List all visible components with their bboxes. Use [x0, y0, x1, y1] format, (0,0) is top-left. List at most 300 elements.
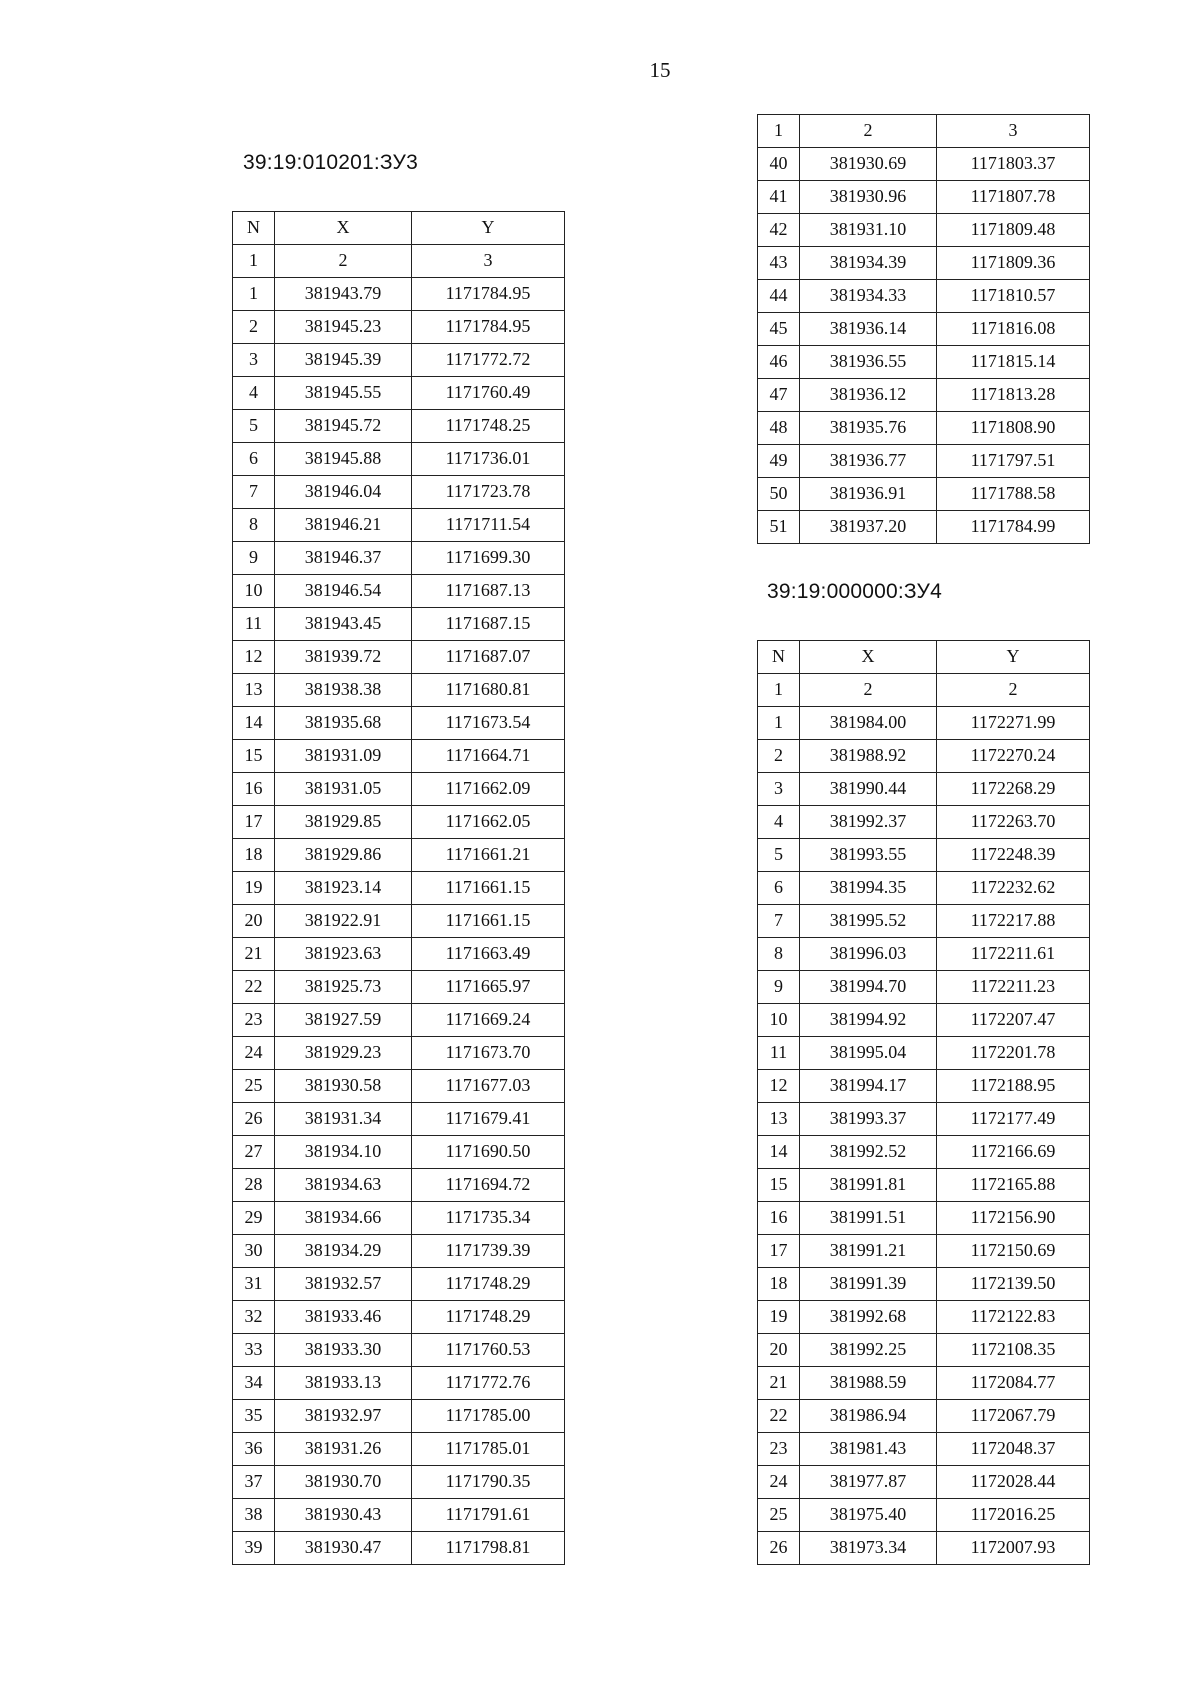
table-row	[233, 1202, 565, 1235]
y-coordinate-cell: 1171815.14	[937, 346, 1090, 379]
table-row	[233, 1004, 565, 1037]
point-number-cell: 8	[758, 938, 800, 971]
point-number-cell: 11	[758, 1037, 800, 1070]
table-row	[233, 1532, 565, 1565]
table-row	[233, 344, 565, 377]
x-coordinate-cell: 381977.87	[800, 1466, 937, 1499]
y-coordinate-cell: 1171803.37	[937, 148, 1090, 181]
x-coordinate-cell: 381992.68	[800, 1301, 937, 1334]
y-coordinate-cell: 1171677.03	[412, 1070, 565, 1103]
x-coordinate-cell: 381993.37	[800, 1103, 937, 1136]
point-number-cell: 20	[758, 1334, 800, 1367]
y-coordinate-cell: 1171784.95	[412, 278, 565, 311]
x-coordinate-cell: 381945.88	[275, 443, 412, 476]
y-coordinate-cell: 1171723.78	[412, 476, 565, 509]
plot-title-zu3: 39:19:010201:ЗУ3	[243, 151, 418, 174]
y-coordinate-cell: 1171664.71	[412, 740, 565, 773]
y-coordinate-cell: 1172201.78	[937, 1037, 1090, 1070]
x-coordinate-cell: 381930.70	[275, 1466, 412, 1499]
y-coordinate-cell: 1171809.48	[937, 214, 1090, 247]
y-coordinate-cell: 1172165.88	[937, 1169, 1090, 1202]
y-coordinate-cell: 1171661.21	[412, 839, 565, 872]
point-number-cell: 46	[758, 346, 800, 379]
x-coordinate-cell: 381994.17	[800, 1070, 937, 1103]
y-coordinate-cell: 1172016.25	[937, 1499, 1090, 1532]
y-coordinate-cell: 1172048.37	[937, 1433, 1090, 1466]
y-coordinate-cell: 1171784.99	[937, 511, 1090, 544]
x-coordinate-cell: 381922.91	[275, 905, 412, 938]
table-row	[233, 1235, 565, 1268]
point-number-cell: 26	[233, 1103, 275, 1136]
y-coordinate-cell: 1171662.09	[412, 773, 565, 806]
y-coordinate-cell: 1171788.58	[937, 478, 1090, 511]
column-number: 1	[233, 245, 275, 278]
y-coordinate-cell: 1172207.47	[937, 1004, 1090, 1037]
table-row	[233, 806, 565, 839]
point-number-cell: 11	[233, 608, 275, 641]
point-number-cell: 2	[233, 311, 275, 344]
y-coordinate-cell: 1171687.07	[412, 641, 565, 674]
y-coordinate-cell: 1171760.49	[412, 377, 565, 410]
point-number-cell: 31	[233, 1268, 275, 1301]
table-row	[758, 740, 1090, 773]
y-coordinate-cell: 1171680.81	[412, 674, 565, 707]
y-coordinate-cell: 1171690.50	[412, 1136, 565, 1169]
table-row	[758, 971, 1090, 1004]
y-coordinate-cell: 1171809.36	[937, 247, 1090, 280]
table-row	[233, 278, 565, 311]
column-numbering-row	[233, 245, 565, 278]
x-coordinate-cell: 381931.05	[275, 773, 412, 806]
y-coordinate-cell: 1171748.29	[412, 1268, 565, 1301]
y-coordinate-cell: 1171785.00	[412, 1400, 565, 1433]
x-coordinate-cell: 381930.69	[800, 148, 937, 181]
table-row	[758, 707, 1090, 740]
table-row	[758, 181, 1090, 214]
point-number-cell: 18	[758, 1268, 800, 1301]
point-number-cell: 35	[233, 1400, 275, 1433]
point-number-cell: 43	[758, 247, 800, 280]
point-number-cell: 13	[758, 1103, 800, 1136]
column-number: 3	[937, 115, 1090, 148]
point-number-cell: 4	[758, 806, 800, 839]
table-row	[758, 313, 1090, 346]
x-coordinate-cell: 381934.63	[275, 1169, 412, 1202]
point-number-cell: 41	[758, 181, 800, 214]
y-coordinate-cell: 1171748.29	[412, 1301, 565, 1334]
table-row	[758, 806, 1090, 839]
y-coordinate-cell: 1171711.54	[412, 509, 565, 542]
x-coordinate-cell: 381946.21	[275, 509, 412, 542]
y-coordinate-cell: 1171662.05	[412, 806, 565, 839]
x-coordinate-cell: 381981.43	[800, 1433, 937, 1466]
y-coordinate-cell: 1171798.81	[412, 1532, 565, 1565]
x-coordinate-cell: 381931.34	[275, 1103, 412, 1136]
table-row	[758, 1334, 1090, 1367]
point-number-cell: 17	[758, 1235, 800, 1268]
y-coordinate-cell: 1171661.15	[412, 905, 565, 938]
table-row	[233, 1169, 565, 1202]
table-row	[233, 377, 565, 410]
table-row	[233, 641, 565, 674]
point-number-cell: 48	[758, 412, 800, 445]
x-coordinate-cell: 381946.04	[275, 476, 412, 509]
y-coordinate-cell: 1171739.39	[412, 1235, 565, 1268]
point-number-cell: 5	[758, 839, 800, 872]
table-row	[758, 1169, 1090, 1202]
point-number-cell: 12	[758, 1070, 800, 1103]
point-number-cell: 21	[758, 1367, 800, 1400]
x-coordinate-cell: 381945.23	[275, 311, 412, 344]
x-coordinate-cell: 381992.52	[800, 1136, 937, 1169]
point-number-cell: 44	[758, 280, 800, 313]
point-number-cell: 6	[233, 443, 275, 476]
table-row	[758, 148, 1090, 181]
table-row	[233, 410, 565, 443]
table-row	[758, 1301, 1090, 1334]
point-number-cell: 7	[758, 905, 800, 938]
x-coordinate-cell: 381996.03	[800, 938, 937, 971]
y-coordinate-cell: 1171810.57	[937, 280, 1090, 313]
point-number-cell: 28	[233, 1169, 275, 1202]
x-coordinate-cell: 381935.68	[275, 707, 412, 740]
table-row	[758, 511, 1090, 544]
point-number-cell: 16	[758, 1202, 800, 1235]
table-row	[233, 1268, 565, 1301]
x-coordinate-cell: 381946.37	[275, 542, 412, 575]
y-coordinate-cell: 1171772.76	[412, 1367, 565, 1400]
x-coordinate-cell: 381994.92	[800, 1004, 937, 1037]
point-number-cell: 19	[758, 1301, 800, 1334]
y-coordinate-cell: 1171760.53	[412, 1334, 565, 1367]
column-number: 1	[758, 115, 800, 148]
table-row	[233, 674, 565, 707]
x-coordinate-cell: 381934.33	[800, 280, 937, 313]
coordinates-table-zu3	[232, 211, 565, 1565]
y-coordinate-cell: 1172122.83	[937, 1301, 1090, 1334]
table-row	[233, 971, 565, 1004]
point-number-cell: 7	[233, 476, 275, 509]
x-coordinate-cell: 381936.12	[800, 379, 937, 412]
table-row	[758, 1004, 1090, 1037]
x-coordinate-cell: 381995.04	[800, 1037, 937, 1070]
y-coordinate-cell: 1172271.99	[937, 707, 1090, 740]
table-row	[758, 445, 1090, 478]
point-number-cell: 49	[758, 445, 800, 478]
table-row	[758, 1202, 1090, 1235]
x-coordinate-cell: 381934.39	[800, 247, 937, 280]
table-row	[758, 773, 1090, 806]
x-coordinate-cell: 381938.38	[275, 674, 412, 707]
point-number-cell: 23	[758, 1433, 800, 1466]
table-row	[758, 1466, 1090, 1499]
point-number-cell: 9	[233, 542, 275, 575]
point-number-cell: 50	[758, 478, 800, 511]
y-coordinate-cell: 1172217.88	[937, 905, 1090, 938]
point-number-cell: 10	[758, 1004, 800, 1037]
y-coordinate-cell: 1171791.61	[412, 1499, 565, 1532]
x-coordinate-cell: 381931.26	[275, 1433, 412, 1466]
table-row	[758, 478, 1090, 511]
table-row	[758, 412, 1090, 445]
column-header-y: Y	[412, 212, 565, 245]
table-row	[233, 1400, 565, 1433]
point-number-cell: 22	[758, 1400, 800, 1433]
y-coordinate-cell: 1171679.41	[412, 1103, 565, 1136]
column-header-n: N	[233, 212, 275, 245]
x-coordinate-cell: 381932.97	[275, 1400, 412, 1433]
point-number-cell: 38	[233, 1499, 275, 1532]
point-number-cell: 24	[758, 1466, 800, 1499]
table-row	[758, 1532, 1090, 1565]
y-coordinate-cell: 1171663.49	[412, 938, 565, 971]
table-row	[758, 379, 1090, 412]
y-coordinate-cell: 1172232.62	[937, 872, 1090, 905]
x-coordinate-cell: 381984.00	[800, 707, 937, 740]
point-number-cell: 6	[758, 872, 800, 905]
plot-title-zu4: 39:19:000000:ЗУ4	[767, 580, 942, 603]
x-coordinate-cell: 381930.47	[275, 1532, 412, 1565]
point-number-cell: 23	[233, 1004, 275, 1037]
page-number: 15	[649, 58, 671, 82]
x-coordinate-cell: 381930.96	[800, 181, 937, 214]
y-coordinate-cell: 1171808.90	[937, 412, 1090, 445]
table-row	[758, 1070, 1090, 1103]
point-number-cell: 33	[233, 1334, 275, 1367]
column-header-n: N	[758, 641, 800, 674]
x-coordinate-cell: 381923.63	[275, 938, 412, 971]
table-row	[233, 1070, 565, 1103]
table-row	[233, 476, 565, 509]
x-coordinate-cell: 381986.94	[800, 1400, 937, 1433]
y-coordinate-cell: 1171735.34	[412, 1202, 565, 1235]
column-number: 3	[412, 245, 565, 278]
table-row	[233, 1499, 565, 1532]
x-coordinate-cell: 381943.45	[275, 608, 412, 641]
y-coordinate-cell: 1171784.95	[412, 311, 565, 344]
x-coordinate-cell: 381933.13	[275, 1367, 412, 1400]
point-number-cell: 24	[233, 1037, 275, 1070]
y-coordinate-cell: 1172150.69	[937, 1235, 1090, 1268]
y-coordinate-cell: 1172067.79	[937, 1400, 1090, 1433]
point-number-cell: 4	[233, 377, 275, 410]
x-coordinate-cell: 381943.79	[275, 278, 412, 311]
point-number-cell: 36	[233, 1433, 275, 1466]
point-number-cell: 30	[233, 1235, 275, 1268]
point-number-cell: 20	[233, 905, 275, 938]
table-row	[233, 839, 565, 872]
table-row	[233, 872, 565, 905]
x-coordinate-cell: 381945.39	[275, 344, 412, 377]
y-coordinate-cell: 1172270.24	[937, 740, 1090, 773]
y-coordinate-cell: 1172263.70	[937, 806, 1090, 839]
x-coordinate-cell: 381975.40	[800, 1499, 937, 1532]
point-number-cell: 32	[233, 1301, 275, 1334]
point-number-cell: 27	[233, 1136, 275, 1169]
table-row	[758, 1268, 1090, 1301]
x-coordinate-cell: 381992.25	[800, 1334, 937, 1367]
x-coordinate-cell: 381933.30	[275, 1334, 412, 1367]
x-coordinate-cell: 381937.20	[800, 511, 937, 544]
x-coordinate-cell: 381933.46	[275, 1301, 412, 1334]
table-header-row	[758, 641, 1090, 674]
point-number-cell: 19	[233, 872, 275, 905]
table-row	[233, 542, 565, 575]
x-coordinate-cell: 381931.09	[275, 740, 412, 773]
table-row	[758, 1499, 1090, 1532]
point-number-cell: 42	[758, 214, 800, 247]
y-coordinate-cell: 1172139.50	[937, 1268, 1090, 1301]
table-row	[758, 346, 1090, 379]
y-coordinate-cell: 1172211.61	[937, 938, 1090, 971]
column-number: 2	[800, 115, 937, 148]
y-coordinate-cell: 1171665.97	[412, 971, 565, 1004]
table-row	[758, 1367, 1090, 1400]
table-row	[758, 872, 1090, 905]
y-coordinate-cell: 1171785.01	[412, 1433, 565, 1466]
x-coordinate-cell: 381934.66	[275, 1202, 412, 1235]
x-coordinate-cell: 381988.59	[800, 1367, 937, 1400]
point-number-cell: 51	[758, 511, 800, 544]
x-coordinate-cell: 381934.10	[275, 1136, 412, 1169]
table-row	[233, 608, 565, 641]
x-coordinate-cell: 381945.72	[275, 410, 412, 443]
point-number-cell: 25	[233, 1070, 275, 1103]
x-coordinate-cell: 381930.58	[275, 1070, 412, 1103]
point-number-cell: 8	[233, 509, 275, 542]
table-row	[233, 707, 565, 740]
y-coordinate-cell: 1171687.15	[412, 608, 565, 641]
table-row	[758, 1037, 1090, 1070]
point-number-cell: 15	[233, 740, 275, 773]
x-coordinate-cell: 381929.23	[275, 1037, 412, 1070]
coordinates-table-body	[758, 115, 1090, 544]
point-number-cell: 2	[758, 740, 800, 773]
point-number-cell: 47	[758, 379, 800, 412]
point-number-cell: 17	[233, 806, 275, 839]
x-coordinate-cell: 381991.81	[800, 1169, 937, 1202]
x-coordinate-cell: 381927.59	[275, 1004, 412, 1037]
point-number-cell: 29	[233, 1202, 275, 1235]
table-row	[233, 938, 565, 971]
table-row	[233, 1466, 565, 1499]
table-row	[758, 1235, 1090, 1268]
y-coordinate-cell: 1171736.01	[412, 443, 565, 476]
table-row	[758, 214, 1090, 247]
point-number-cell: 26	[758, 1532, 800, 1565]
x-coordinate-cell: 381992.37	[800, 806, 937, 839]
coordinates-table-zu4	[757, 640, 1090, 1565]
point-number-cell: 45	[758, 313, 800, 346]
point-number-cell: 39	[233, 1532, 275, 1565]
y-coordinate-cell: 1172248.39	[937, 839, 1090, 872]
point-number-cell: 12	[233, 641, 275, 674]
column-header-y: Y	[937, 641, 1090, 674]
y-coordinate-cell: 1171807.78	[937, 181, 1090, 214]
x-coordinate-cell: 381991.51	[800, 1202, 937, 1235]
point-number-cell: 25	[758, 1499, 800, 1532]
table-row	[233, 1136, 565, 1169]
y-coordinate-cell: 1171687.13	[412, 575, 565, 608]
table-row	[758, 1103, 1090, 1136]
x-coordinate-cell: 381995.52	[800, 905, 937, 938]
x-coordinate-cell: 381930.43	[275, 1499, 412, 1532]
point-number-cell: 10	[233, 575, 275, 608]
table-row	[758, 1433, 1090, 1466]
table-header-row	[233, 212, 565, 245]
point-number-cell: 18	[233, 839, 275, 872]
y-coordinate-cell: 1172268.29	[937, 773, 1090, 806]
point-number-cell: 14	[758, 1136, 800, 1169]
point-number-cell: 40	[758, 148, 800, 181]
x-coordinate-cell: 381991.21	[800, 1235, 937, 1268]
y-coordinate-cell: 1171748.25	[412, 410, 565, 443]
table-row	[233, 773, 565, 806]
table-row	[233, 1301, 565, 1334]
coordinates-table-body	[233, 212, 565, 1565]
y-coordinate-cell: 1171772.72	[412, 344, 565, 377]
coordinates-table-zu3-continued	[757, 114, 1090, 544]
point-number-cell: 37	[233, 1466, 275, 1499]
table-row	[233, 443, 565, 476]
y-coordinate-cell: 1171669.24	[412, 1004, 565, 1037]
point-number-cell: 34	[233, 1367, 275, 1400]
x-coordinate-cell: 381936.14	[800, 313, 937, 346]
y-coordinate-cell: 1172177.49	[937, 1103, 1090, 1136]
y-coordinate-cell: 1171661.15	[412, 872, 565, 905]
table-row	[758, 1136, 1090, 1169]
x-coordinate-cell: 381929.86	[275, 839, 412, 872]
table-row	[233, 1103, 565, 1136]
x-coordinate-cell: 381939.72	[275, 641, 412, 674]
x-coordinate-cell: 381936.55	[800, 346, 937, 379]
column-header-x: X	[800, 641, 937, 674]
table-row	[233, 1367, 565, 1400]
x-coordinate-cell: 381936.77	[800, 445, 937, 478]
table-row	[758, 905, 1090, 938]
column-header-x: X	[275, 212, 412, 245]
x-coordinate-cell: 381973.34	[800, 1532, 937, 1565]
x-coordinate-cell: 381934.29	[275, 1235, 412, 1268]
table-row	[233, 905, 565, 938]
table-row	[758, 839, 1090, 872]
point-number-cell: 14	[233, 707, 275, 740]
y-coordinate-cell: 1171694.72	[412, 1169, 565, 1202]
point-number-cell: 5	[233, 410, 275, 443]
table-row	[233, 1334, 565, 1367]
point-number-cell: 9	[758, 971, 800, 1004]
x-coordinate-cell: 381929.85	[275, 806, 412, 839]
table-row	[233, 311, 565, 344]
y-coordinate-cell: 1172188.95	[937, 1070, 1090, 1103]
x-coordinate-cell: 381945.55	[275, 377, 412, 410]
x-coordinate-cell: 381991.39	[800, 1268, 937, 1301]
point-number-cell: 21	[233, 938, 275, 971]
point-number-cell: 3	[758, 773, 800, 806]
y-coordinate-cell: 1172166.69	[937, 1136, 1090, 1169]
x-coordinate-cell: 381932.57	[275, 1268, 412, 1301]
coordinates-table-body	[758, 641, 1090, 1565]
column-number: 2	[275, 245, 412, 278]
x-coordinate-cell: 381936.91	[800, 478, 937, 511]
y-coordinate-cell: 1171673.70	[412, 1037, 565, 1070]
column-number: 2	[800, 674, 937, 707]
point-number-cell: 15	[758, 1169, 800, 1202]
y-coordinate-cell: 1172084.77	[937, 1367, 1090, 1400]
x-coordinate-cell: 381994.35	[800, 872, 937, 905]
table-row	[233, 1433, 565, 1466]
column-number: 2	[937, 674, 1090, 707]
